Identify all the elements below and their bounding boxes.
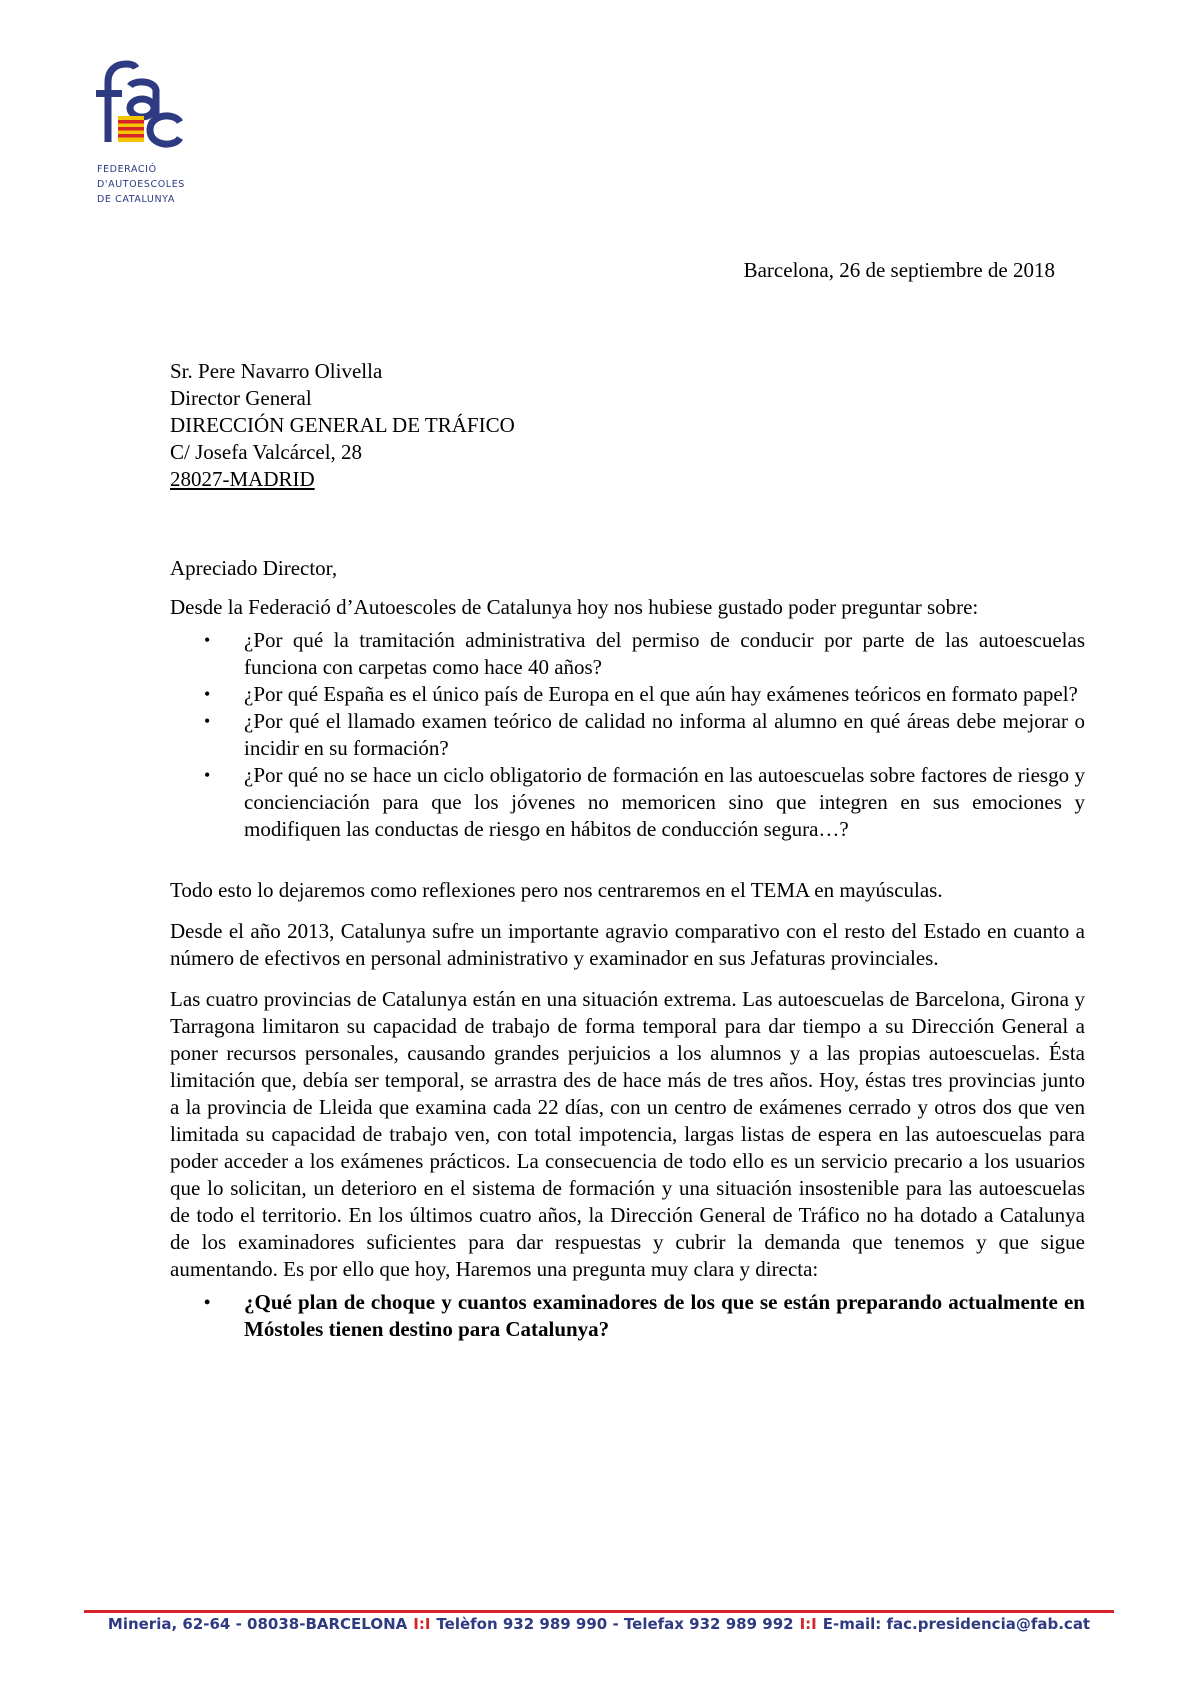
footer-address: Mineria, 62-64 - 08038-BARCELONA xyxy=(107,1615,408,1633)
logo-caption-line: DE CATALUNYA xyxy=(97,194,175,205)
list-item-text: ¿Por qué no se hace un ciclo obligatorio de formación en las autoescuelas sobre factores de riesgo y concienciación para que los jóvenes no memoricen sino que integren en sus emociones y modifiquen las conductas de riesgo en hábitos de conducción segura…? xyxy=(244,763,1085,841)
footer-email: E-mail: fac.presidencia@fab.cat xyxy=(822,1615,1091,1633)
list-item-text: ¿Por qué la tramitación administrativa del permiso de conducir por parte de las autoescuelas funciona con carpetas como hace 40 años? xyxy=(244,628,1085,679)
footer-separator: I:I xyxy=(413,1615,431,1633)
paragraph: Todo esto lo dejaremos como reflexiones pero nos centraremos en el TEMA en mayúsculas. xyxy=(170,878,943,902)
salutation: Apreciado Director, xyxy=(170,556,338,580)
bullet-icon: • xyxy=(204,1292,211,1312)
letter-body xyxy=(170,358,1085,1343)
key-question-text: ¿Qué plan de choque y cuantos examinadores de los que se están preparando actualmente en Móstoles tienen destino para Catalunya? xyxy=(244,1290,1085,1341)
list-item xyxy=(170,627,1085,681)
paragraph: Las cuatro provincias de Catalunya están en una situación extrema. Las autoescuelas de Barcelona, Girona y Tarragona limitaron su capacidad de trabajo de forma temporal para dar tiempo a su Dirección General a poner recursos personales, causando grandes perjuicios a los alumnos y a las propias autoescuelas. Ésta limitación que, debía ser temporal, se arrastra des de hace más de tres años. Hoy, éstas tres provincias junto a la provincia de Lleida que examina cada 22 días, con un centro de exámenes cerrado y otros dos que ven limitada su capacidad de trabajo ven, con total impotencia, largas listas de espera en las autoescuelas para poder acceder a los exámenes prácticos. La consecuencia de todo ello es un servicio precario a los usuarios que lo solicitan, un deterioro en el sistema de formación y una situación insostenible para las autoescuelas de todo el territorio. En los últimos cuatro años, la Dirección General de Tráfico no ha dotado a Catalunya de los examinadores suficientes para dar respuestas y cubrir la demanda que tenemos y que sigue aumentando. Es por ello que hoy, Haremos una pregunta muy clara y directa: xyxy=(170,987,1085,1281)
recipient-address xyxy=(170,358,1085,493)
list-item xyxy=(170,708,1085,762)
fac-logo-mark xyxy=(86,60,186,160)
date-line: Barcelona, 26 de septiembre de 2018 xyxy=(743,258,1055,282)
intro-paragraph: Desde la Federació d’Autoescoles de Catalunya hoy nos hubiese gustado poder preguntar sobre: xyxy=(170,595,979,619)
footer-phone: Telèfon 932 989 990 - Telefax 932 989 992 xyxy=(436,1615,794,1633)
logo-caption-line: D'AUTOESCOLES xyxy=(97,179,185,190)
bullet-icon: • xyxy=(204,684,211,704)
bullet-icon: • xyxy=(204,765,211,785)
key-question-list xyxy=(170,1289,1085,1343)
list-item-text: ¿Por qué el llamado examen teórico de calidad no informa al alumno en qué áreas debe mejorar o incidir en su formación? xyxy=(244,709,1085,760)
recipient-street: C/ Josefa Valcárcel, 28 xyxy=(170,440,363,464)
list-item xyxy=(170,762,1085,843)
recipient-organization: DIRECCIÓN GENERAL DE TRÁFICO xyxy=(170,413,515,437)
recipient-name: Sr. Pere Navarro Olivella xyxy=(170,359,383,383)
logo-caption xyxy=(97,162,185,207)
list-item xyxy=(170,1289,1085,1343)
logo-caption-line: FEDERACIÓ xyxy=(97,164,157,175)
bullet-icon: • xyxy=(204,630,211,650)
paragraph: Desde el año 2013, Catalunya sufre un importante agravio comparativo con el resto del Estado en cuanto a número de efectivos en personal administrativo y examinador en sus Jefaturas provinciales. xyxy=(170,919,1085,970)
footer-separator: I:I xyxy=(799,1615,817,1633)
bullet-icon: • xyxy=(204,711,211,731)
list-item xyxy=(170,681,1085,708)
footer xyxy=(84,1613,1114,1635)
list-item-text: ¿Por qué España es el único país de Europa en el que aún hay exámenes teóricos en formato papel? xyxy=(244,682,1078,706)
recipient-city: 28027-MADRID xyxy=(170,467,315,491)
recipient-title: Director General xyxy=(170,386,312,410)
question-list xyxy=(170,627,1085,843)
